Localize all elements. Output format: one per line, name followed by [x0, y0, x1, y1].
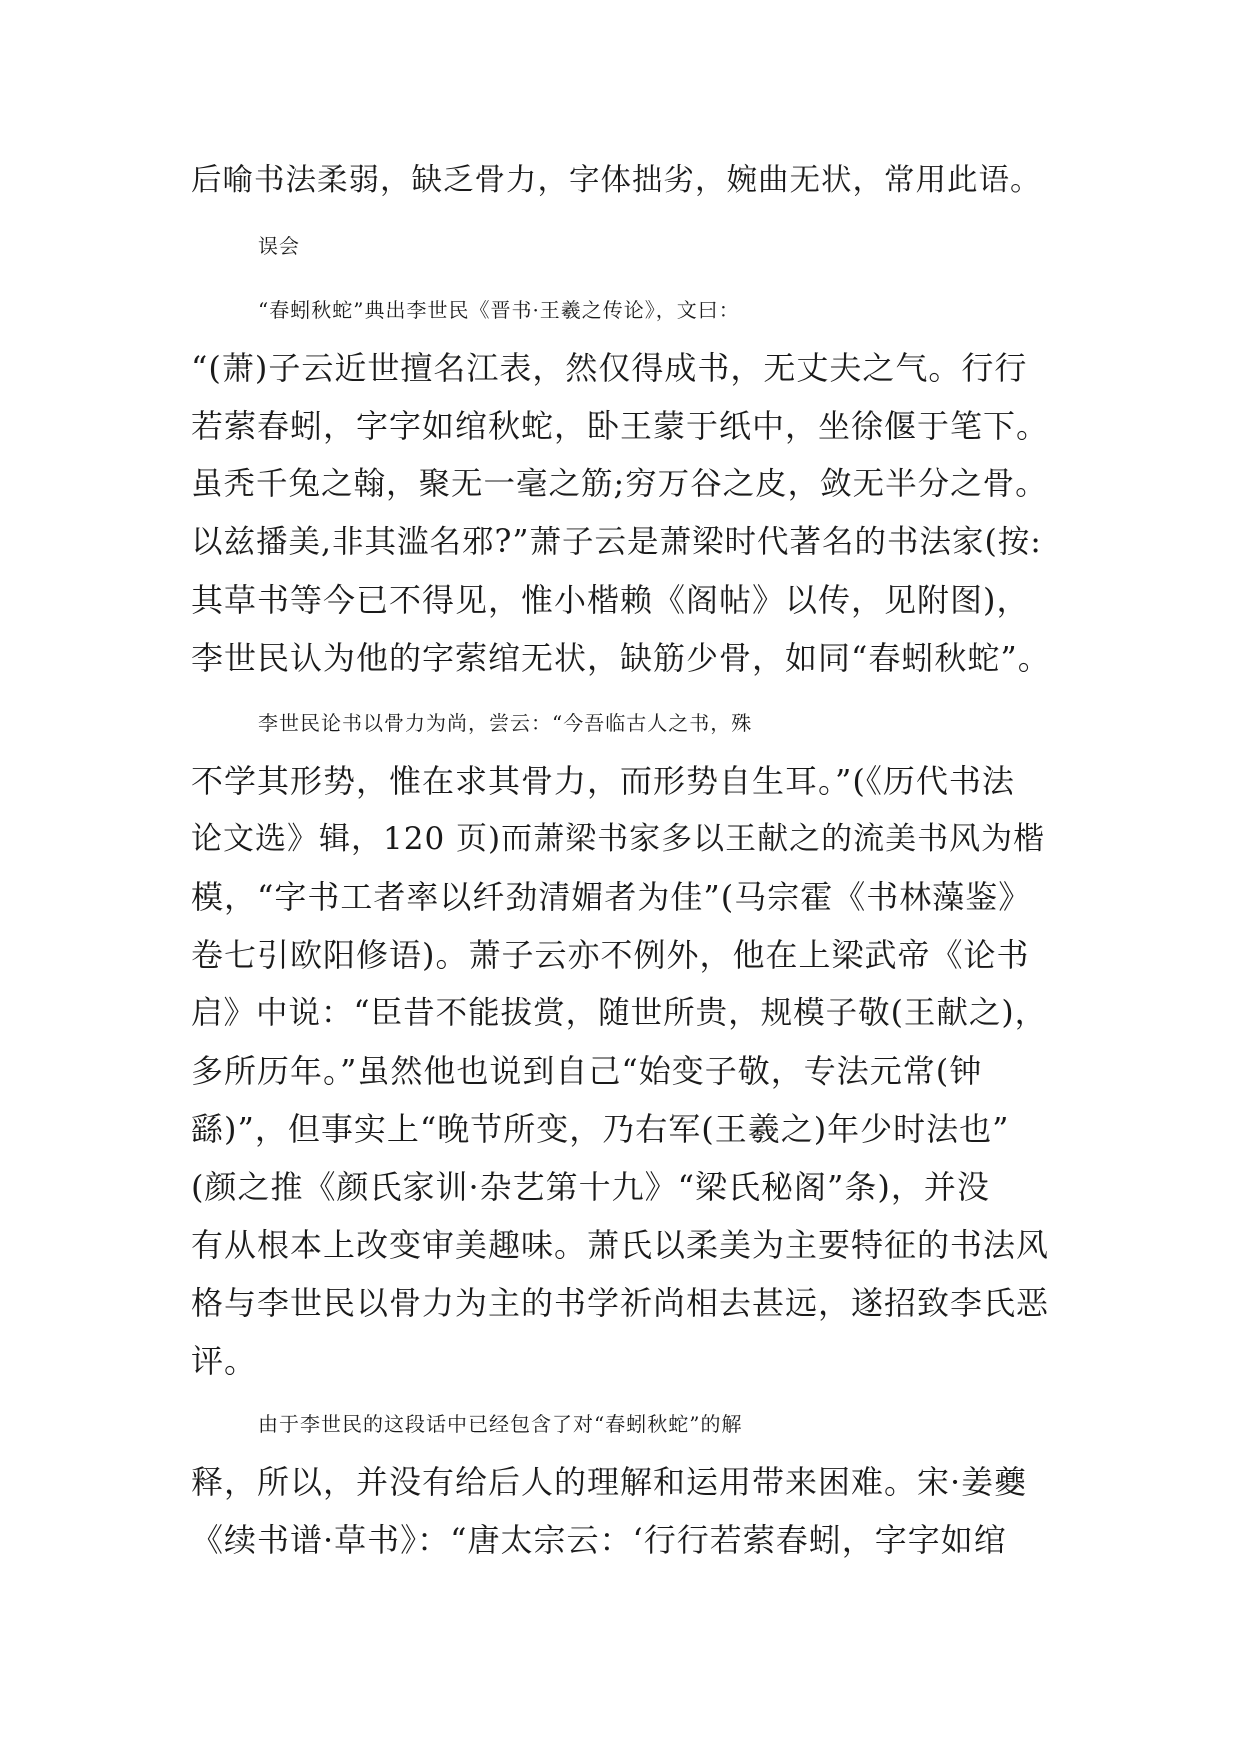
text-line: 李世民论书以骨力为尚，尝云：“今吾临古人之书，殊: [258, 711, 753, 735]
text-line: (颜之推《颜氏家训·杂艺第十九》“梁氏秘阁”条)，并没: [191, 1168, 990, 1206]
text-line: 卷七引欧阳修语)。萧子云亦不例外，他在上梁武帝《论书: [191, 936, 1030, 974]
text-line: 由于李世民的这段话中已经包含了对“春蚓秋蛇”的解: [258, 1412, 743, 1436]
text-line: 后喻书法柔弱，缺乏骨力，字体拙劣，婉曲无状，常用此语。: [191, 163, 1042, 198]
text-line: 虽秃千兔之翰，聚无一毫之筋;穷万谷之皮，敛无半分之骨。: [191, 466, 1048, 502]
section-heading: 误会: [258, 234, 300, 258]
text-line: 论文选》辑，120 页)而萧梁书家多以王献之的流美书风为楷: [191, 821, 1046, 857]
text-line: 释，所以，并没有给后人的理解和运用带来困难。宋·姜夔: [191, 1463, 1028, 1501]
text-line: “(萧)子云近世擅名江表，然仅得成书，无丈夫之气。行行: [191, 349, 1028, 387]
text-line: 不学其形势，惟在求其骨力，而形势自生耳。”(《历代书法: [191, 762, 1015, 800]
text-line: 若萦春蚓，字字如绾秋蛇，卧王蒙于纸中，坐徐偃于笔下。: [191, 407, 1050, 445]
text-line: 模，“字书工者率以纤劲清媚者为佳”(马宗霍《书林藻鉴》: [191, 878, 1032, 916]
text-line: 以兹播美,非其滥名邪?”萧子云是萧梁时代著名的书法家(按:: [191, 524, 1042, 560]
text-line: 有从根本上改变审美趣味。萧氏以柔美为主要特征的书法风: [191, 1226, 1050, 1264]
text-line: 繇)”，但事实上“晚节所变，乃右军(王羲之)年少时法也”: [191, 1110, 1010, 1148]
text-line: 多所历年。”虽然他也说到自己“始变子敬，专法元常(钟: [191, 1052, 983, 1090]
text-line: 其草书等今已不得见，惟小楷赖《阁帖》以传，见附图)，: [191, 581, 1030, 619]
text-line: 格与李世民以骨力为主的书学祈尚相去甚远，遂招致李氏恶: [191, 1284, 1050, 1322]
text-line: 评。: [191, 1342, 258, 1380]
text-line: “春蚓秋蛇”典出李世民《晋书·王羲之传论》，文曰：: [258, 298, 740, 322]
text-line: 李世民认为他的字萦绾无状，缺筋少骨，如同“春蚓秋蛇”。: [191, 639, 1051, 677]
text-line: 启》中说：“臣昔不能拔赏，随世所贵，规模子敬(王献之)，: [191, 995, 1048, 1031]
text-line: 《续书谱·草书》：“唐太宗云：‘行行若萦春蚓，字字如绾: [191, 1521, 1007, 1559]
